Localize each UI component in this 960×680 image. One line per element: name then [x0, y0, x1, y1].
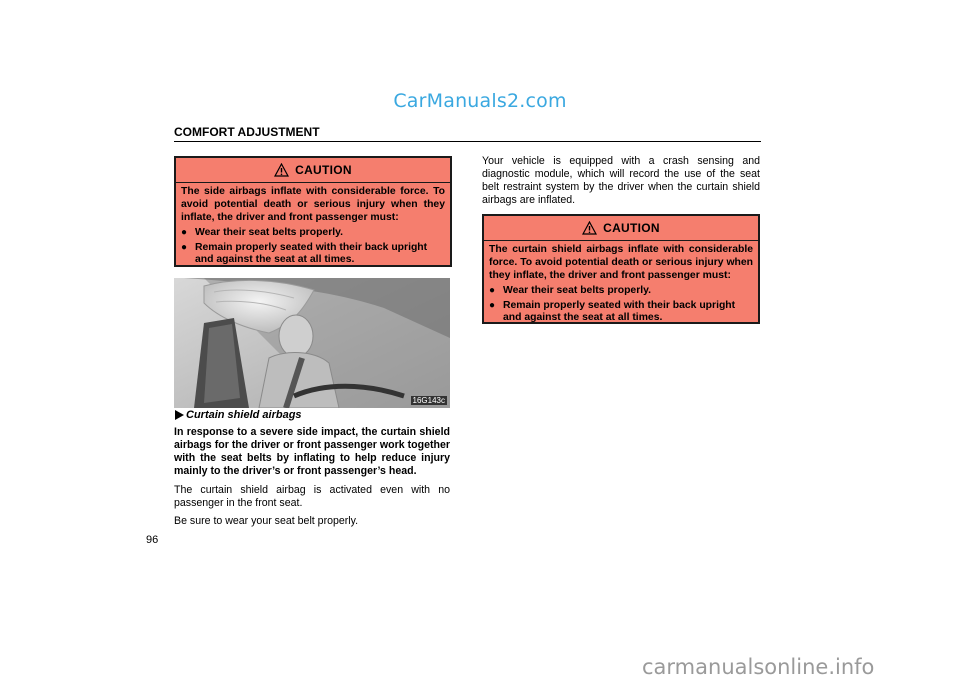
caution-box-left [174, 156, 452, 267]
body-bold-paragraph: In response to a severe side impact, the curtain shield airbags for the driver or front passenger work together with the seat belts by inflating to help reduce injury mainly to the driver’s or front passenger’s head. [174, 426, 450, 478]
section-title: COMFORT ADJUSTMENT [174, 125, 320, 139]
body-paragraph: Be sure to wear your seat belt properly. [174, 514, 359, 527]
bullet-dot-icon: ● [181, 241, 188, 253]
caption-text: Curtain shield airbags [186, 409, 302, 421]
right-intro-text: Your vehicle is equipped with a crash sensing and diagnostic module, which will record the use of the seat belt restraint system by the driver when the curtain shield airbags are inflated. [482, 155, 760, 207]
caution-header [176, 158, 450, 183]
header-rule [174, 141, 761, 142]
caution-label: CAUTION [295, 162, 352, 177]
figure-code: 16G143c [412, 396, 445, 405]
bullet-dot-icon: ● [489, 284, 496, 296]
caution-bullet [489, 285, 753, 298]
caution-bullet [489, 300, 753, 326]
caution-bullet-text: Wear their seat belts properly. [195, 226, 344, 238]
caution-label: CAUTION [603, 220, 660, 235]
caution-bullet-text: Remain properly seated with their back upright and against the seat at all times. [503, 299, 736, 324]
caution-body [484, 241, 758, 329]
airbag-scene-image [174, 278, 450, 408]
caution-header [484, 216, 758, 241]
caution-bullet [181, 242, 445, 268]
caution-body [176, 183, 450, 271]
left-body-text [174, 426, 450, 533]
figure-caption [174, 409, 302, 421]
watermark-top: CarManuals2.com [393, 90, 567, 112]
watermark-bottom: carmanualsonline.info [642, 655, 875, 679]
bullet-dot-icon: ● [181, 226, 188, 238]
caution-bullet [181, 227, 445, 240]
caution-bullet-text: Remain properly seated with their back upright and against the seat at all times. [195, 241, 428, 266]
caution-intro: The curtain shield airbags inflate with considerable force. To avoid potential death or serious injury when they inflate, the driver and front passenger must: [489, 244, 753, 281]
body-paragraph: The curtain shield airbag is activated even with no passenger in the front seat. [174, 483, 450, 509]
caution-intro: The side airbags inflate with considerable force. To avoid potential death or serious injury when they inflate, the driver and front passenger must: [181, 186, 445, 223]
page-number: 96 [146, 534, 159, 546]
warning-triangle-icon [274, 163, 289, 177]
warning-triangle-icon [582, 221, 597, 235]
bullet-dot-icon: ● [489, 299, 496, 311]
curtain-airbag-illustration [174, 278, 450, 408]
caution-bullet-text: Wear their seat belts properly. [503, 284, 652, 296]
caption-arrow-icon [174, 410, 184, 420]
caution-box-right [482, 214, 760, 324]
